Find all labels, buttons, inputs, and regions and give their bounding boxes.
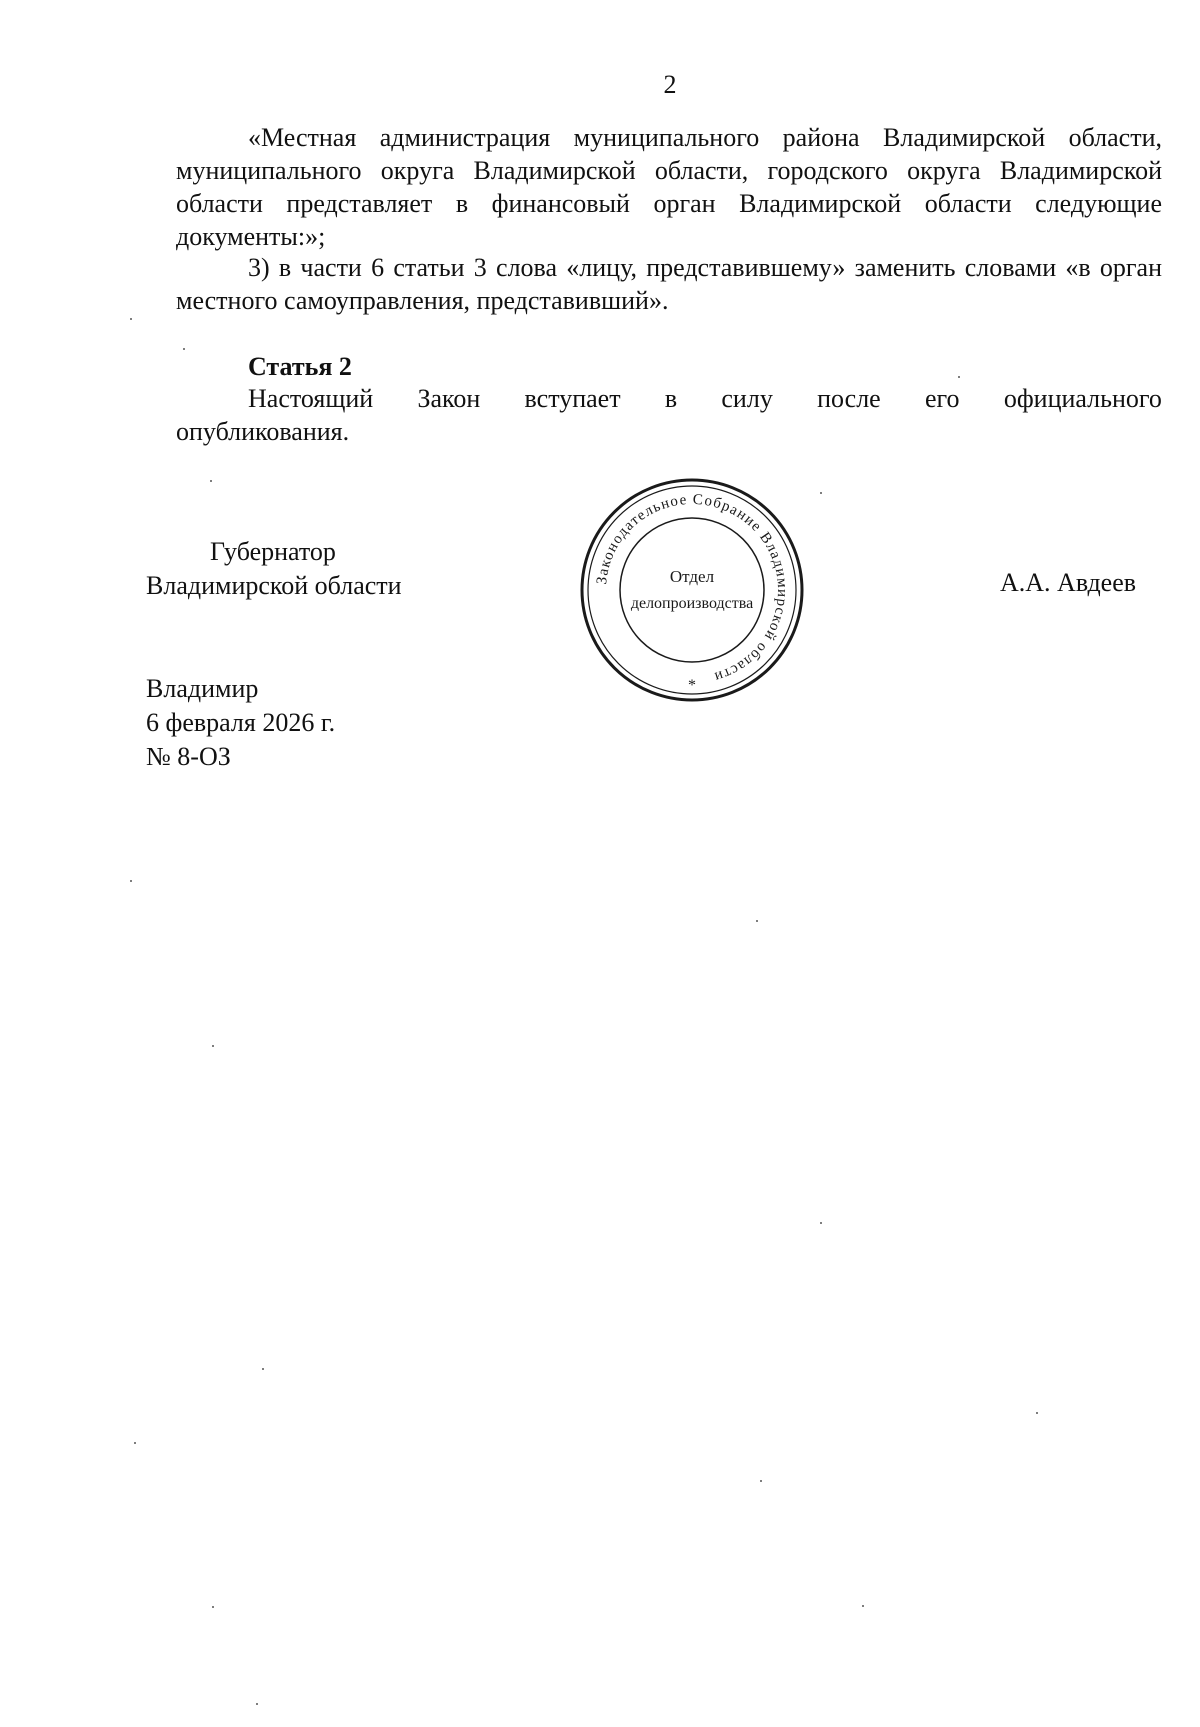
official-stamp [578,476,806,704]
article-word: его [924,384,960,413]
scan-speck [183,348,185,350]
scan-speck [210,480,212,482]
stamp-center-line-2: делопроизводства [630,595,754,612]
scan-speck [756,920,758,922]
signatory-region: Владимирской области [146,571,402,600]
scan-speck [820,492,822,494]
article-word: официального [1003,384,1162,413]
place-date-block [146,672,335,774]
stamp-star: * [688,677,696,694]
article-word: Закон [417,384,481,413]
article-word: вступает [524,384,621,413]
scan-speck [862,1605,864,1607]
paragraph-text: «Местная администрация муниципального района Владимирской области, муниципального округа Владимирской области, городского округа Владимирской области представляет в финансовый орган Владимирской области следующие документы:»; [176,123,1162,251]
stamp-center-line-1: Отдел [669,567,715,586]
article-word: в [664,384,678,413]
article-2-text [176,382,1162,448]
stamp-outer-ring [582,480,802,700]
amendment-paragraph-2 [176,251,1162,317]
article-continuation: опубликования. [176,417,350,446]
paragraph-text: 3) в части 6 статьи 3 слова «лицу, представившему» заменить словами «в орган местного самоуправления, представивший». [176,253,1162,315]
stamp-ring-text: Законодательное Собрание Владимирской области [594,491,791,686]
scan-speck [760,1480,762,1482]
date: 6 февраля 2026 г. [146,708,336,737]
article-word: Настоящий [248,384,374,413]
scan-speck [256,1703,258,1705]
page-number: 2 [663,70,677,99]
scan-speck [130,318,132,320]
scan-speck [134,1442,136,1444]
place: Владимир [146,674,259,703]
scan-speck [262,1368,264,1370]
article-first-line [176,382,1162,415]
scan-speck [130,880,132,882]
scan-speck [958,376,960,378]
article-word: после [817,384,881,413]
stamp-second-ring [588,486,796,694]
law-number: № 8-ОЗ [146,742,231,771]
article-title: Статья 2 [248,352,352,381]
stamp-inner-ring [620,518,764,662]
scan-speck [820,1222,822,1224]
signatory-name: А.А. Авдеев [1000,568,1137,597]
scan-speck [1036,1412,1038,1414]
scan-speck [212,1606,214,1608]
signatory-block [146,535,402,603]
article-word: силу [721,384,773,413]
scan-speck [212,1045,214,1047]
amendment-paragraph-1 [176,121,1162,253]
signatory-title: Губернатор [210,537,336,566]
